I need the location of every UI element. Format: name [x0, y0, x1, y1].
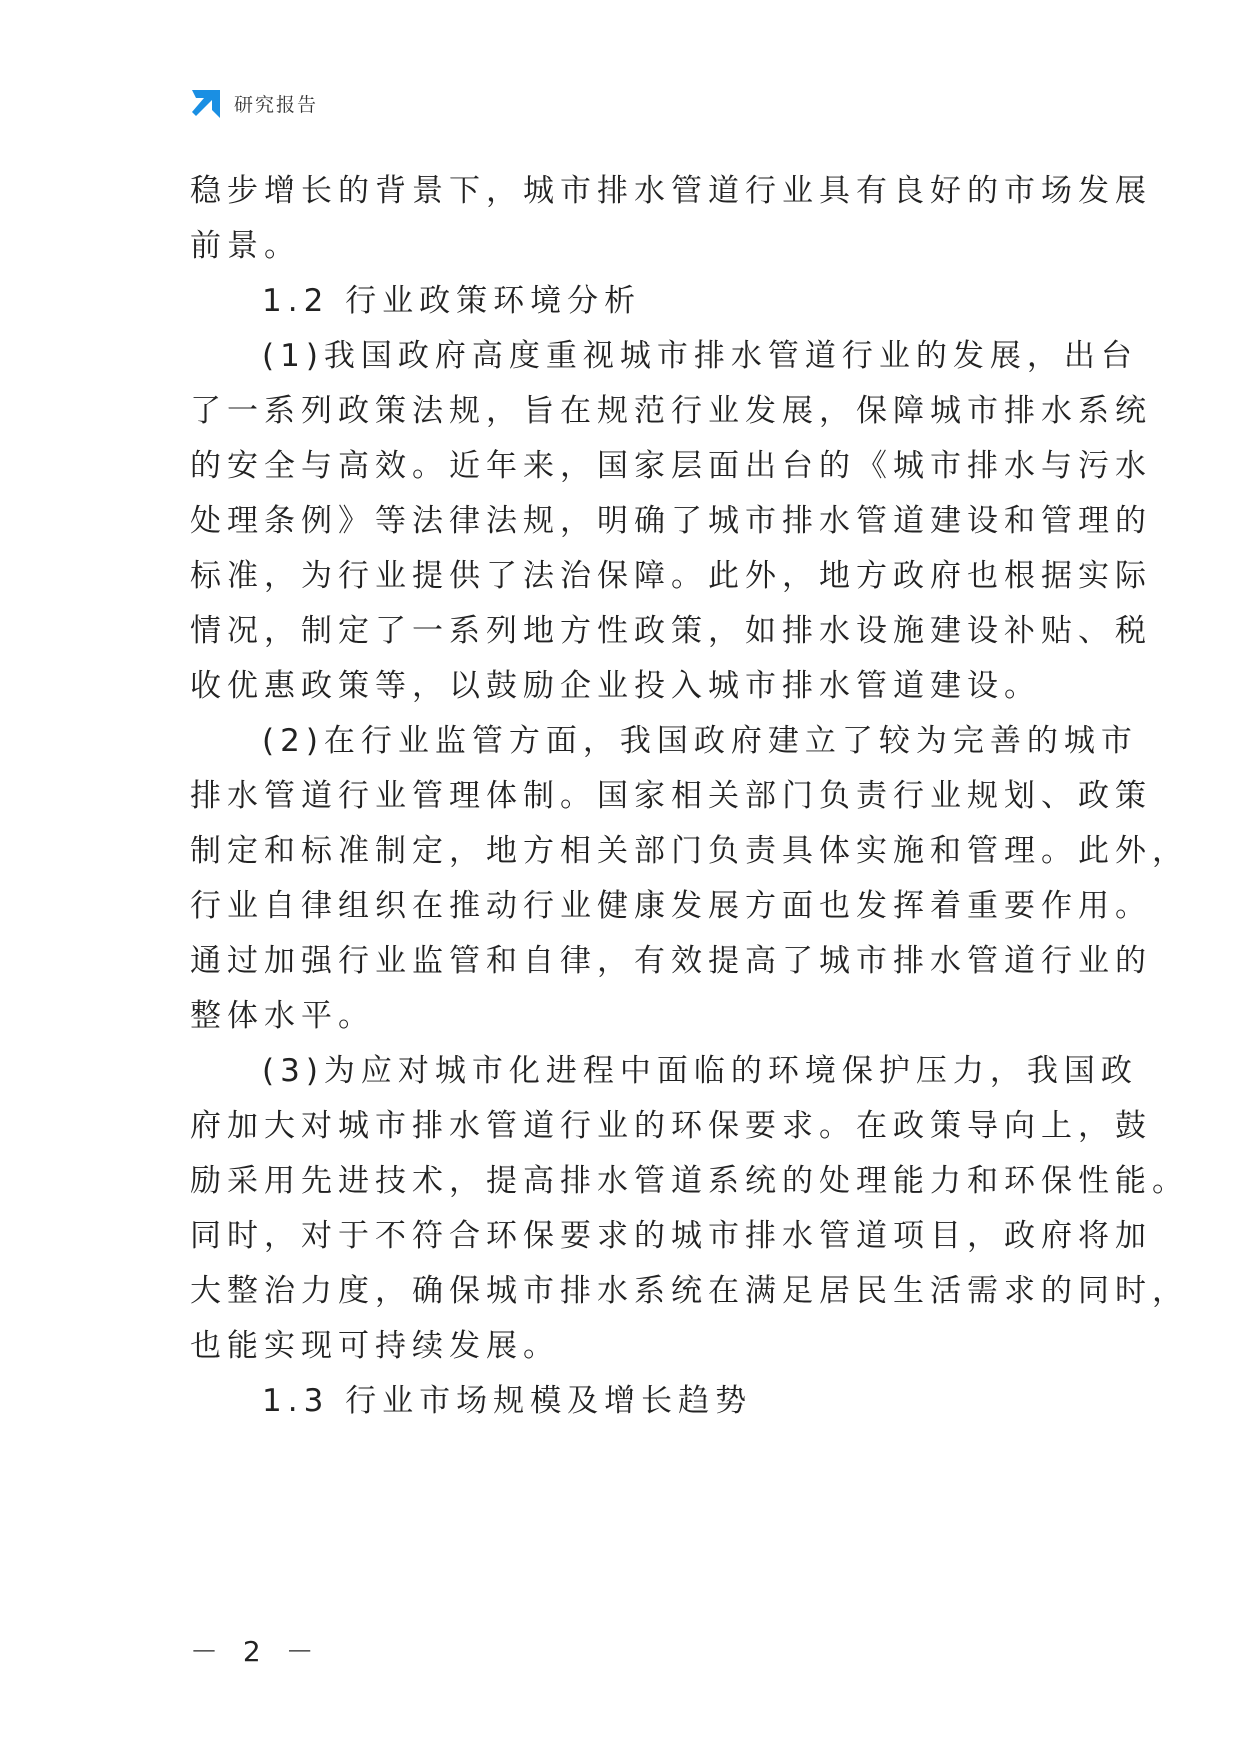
body-line: 大整治力度，确保城市排水系统在满足居民生活需求的同时， [190, 1273, 1189, 1309]
body-line: 的安全与高效。近年来，国家层面出台的《城市排水与污水 [190, 448, 1152, 484]
header-label: 研究报告 [234, 93, 319, 116]
body-line: (1)我国政府高度重视城市排水管道行业的发展，出台 [262, 338, 1138, 374]
body-line: 稳步增长的背景下，城市排水管道行业具有良好的市场发展 [190, 173, 1152, 209]
section-heading: 1.3 行业市场规模及增长趋势 [262, 1383, 753, 1419]
arrow-logo-icon [190, 86, 224, 120]
section-heading: 1.2 行业政策环境分析 [262, 283, 642, 319]
body-line: 处理条例》等法律法规，明确了城市排水管道建设和管理的 [190, 503, 1152, 539]
body-line: 整体水平。 [190, 998, 375, 1034]
body-line: 制定和标准制定，地方相关部门负责具体实施和管理。此外， [190, 833, 1189, 869]
body-line: 排水管道行业管理体制。国家相关部门负责行业规划、政策 [190, 778, 1152, 814]
page-number: － 2 － [190, 1635, 322, 1668]
body-line: 通过加强行业监管和自律，有效提高了城市排水管道行业的 [190, 943, 1152, 979]
body-line: 了一系列政策法规，旨在规范行业发展，保障城市排水系统 [190, 393, 1152, 429]
body-line: 励采用先进技术，提高排水管道系统的处理能力和环保性能。 [190, 1163, 1189, 1199]
body-line: 标准，为行业提供了法治保障。此外，地方政府也根据实际 [190, 558, 1152, 594]
body-line: 同时，对于不符合环保要求的城市排水管道项目，政府将加 [190, 1218, 1152, 1254]
body-line: 行业自律组织在推动行业健康发展方面也发挥着重要作用。 [190, 888, 1152, 924]
body-line: 收优惠政策等，以鼓励企业投入城市排水管道建设。 [190, 668, 1041, 704]
report-header [190, 86, 318, 120]
body-line: (2)在行业监管方面，我国政府建立了较为完善的城市 [262, 723, 1138, 759]
body-line: 也能实现可持续发展。 [190, 1328, 560, 1364]
body-line: (3)为应对城市化进程中面临的环境保护压力，我国政 [262, 1053, 1138, 1089]
body-line: 前景。 [190, 228, 301, 264]
body-line: 情况，制定了一系列地方性政策，如排水设施建设补贴、税 [190, 613, 1152, 649]
body-line: 府加大对城市排水管道行业的环保要求。在政策导向上，鼓 [190, 1108, 1152, 1144]
